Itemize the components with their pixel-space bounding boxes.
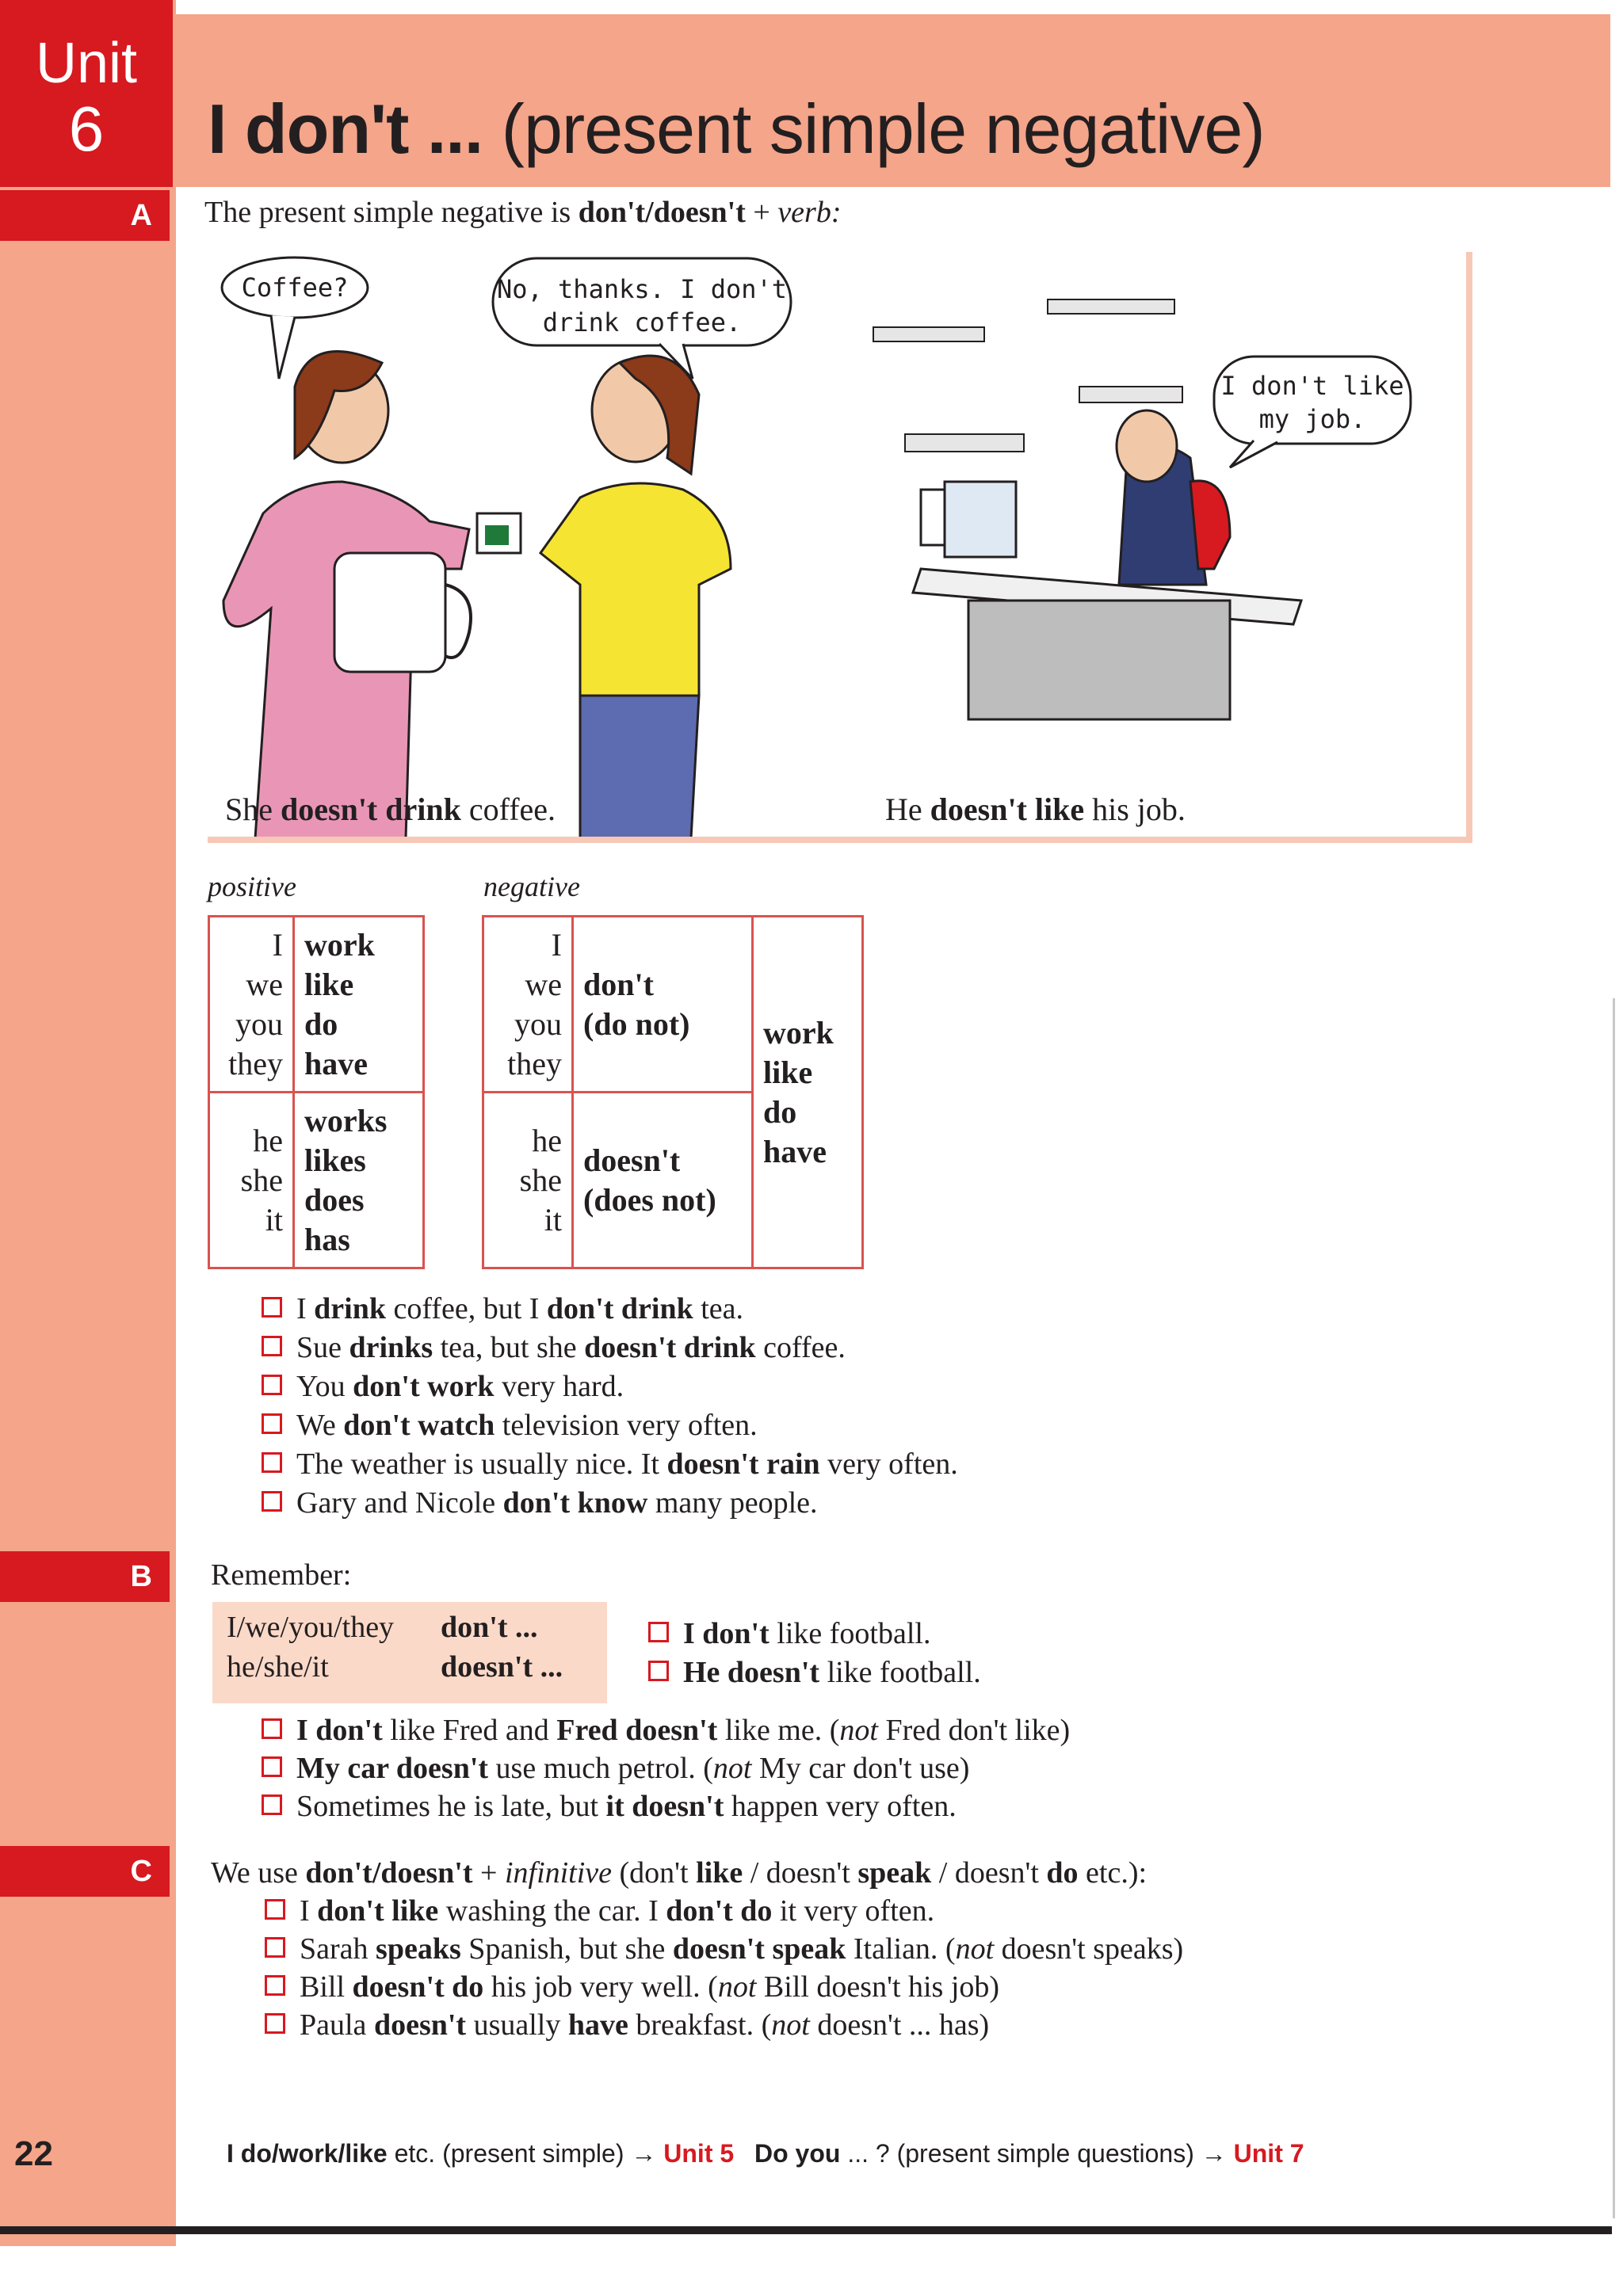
checkbox-icon [262, 1718, 282, 1739]
footer-bold: I do/work/like [227, 2139, 388, 2168]
ex-bold: doesn't [373, 2008, 467, 2042]
positive-pronouns-1 [209, 917, 294, 1093]
negative-verbs [753, 917, 863, 1268]
aux: (does not) [583, 1181, 716, 1218]
ex-bold: I don't [296, 1714, 383, 1747]
left-sidebar-band [0, 0, 176, 2246]
checkbox-icon [648, 1622, 669, 1642]
ex-bold: speak [857, 1856, 932, 1890]
ex-text: Bill doesn't his job) [763, 1970, 1000, 2004]
woman-pink-illustration [223, 351, 471, 837]
ex-text: like football. [827, 1656, 981, 1689]
section-a-intro [204, 195, 842, 230]
bubble-coffee-text: Coffee? [241, 273, 349, 303]
ex-bold: don't/doesn't [305, 1856, 473, 1890]
ex-bold: I don't [683, 1617, 769, 1650]
positive-label: positive [208, 871, 296, 902]
remember-example-2 [648, 1655, 981, 1690]
negative-aux-1 [573, 917, 753, 1093]
ex-text: Spanish, but she [468, 1932, 666, 1966]
ex-bold: don't know [502, 1486, 648, 1520]
ex-italic: not [717, 1970, 757, 2004]
footer-rule [0, 2226, 1612, 2234]
caption-left [225, 791, 556, 828]
example-a-2 [262, 1330, 846, 1365]
caption-left-post: coffee. [468, 791, 556, 827]
ex-bold: don't do [666, 1894, 773, 1928]
ex-italic: not [771, 2008, 810, 2042]
verb: do [304, 1005, 338, 1042]
verb: like [304, 966, 354, 1002]
ex-text: happen very often. [731, 1790, 957, 1823]
footer-unit-ref: Unit 5 [663, 2139, 735, 2168]
pronoun: it [265, 1201, 283, 1238]
pronoun: you [235, 1005, 283, 1042]
bubble-no-line1: No, thanks. I don't [496, 274, 788, 304]
arrow-right-icon: → [1201, 2139, 1227, 2168]
pronoun: I [551, 926, 562, 963]
aux: doesn't [583, 1142, 681, 1178]
footer-text: etc. (present simple) [394, 2139, 624, 2168]
page-number: 22 [14, 2134, 53, 2173]
unit-number: 6 [68, 93, 105, 164]
example-c-1 [265, 1894, 934, 1928]
footer-text: ... ? (present simple questions) [847, 2139, 1194, 2168]
example-b-2 [262, 1751, 969, 1786]
checkbox-icon [262, 1794, 282, 1815]
checkbox-icon [265, 1975, 285, 1996]
ex-bold: doesn't drink [584, 1331, 756, 1364]
ex-bold: Fred doesn't [556, 1714, 718, 1747]
illustration-svg [208, 252, 1466, 837]
ex-text: Sue [296, 1331, 342, 1364]
footer-bold: Do you [754, 2139, 841, 2168]
pronoun: we [246, 966, 283, 1002]
remember-example-1 [648, 1616, 930, 1651]
ex-text: many people. [655, 1486, 818, 1520]
checkbox-icon [262, 1452, 282, 1473]
section-c-intro [211, 1855, 1147, 1890]
caption-left-bold: doesn't drink [281, 791, 461, 827]
title-bold: I don't ... [208, 90, 483, 168]
woman-yellow-illustration [540, 356, 731, 837]
verb: works [304, 1102, 388, 1138]
negative-table [482, 915, 864, 1269]
ex-text: You [296, 1370, 346, 1403]
remember-row-1-subj: I/we/you/they [227, 1611, 395, 1644]
unit-badge [0, 0, 173, 187]
remember-row-1-verb: don't ... [441, 1611, 538, 1644]
remember-label: Remember: [211, 1558, 352, 1592]
unit-word: Unit [35, 32, 138, 95]
ex-bold: speaks [376, 1932, 461, 1966]
intro-italic: verb: [777, 196, 842, 229]
checkbox-icon [265, 1899, 285, 1920]
section-tab-a: A [0, 190, 170, 241]
title-rest: (present simple negative) [501, 90, 1265, 168]
ex-text: doesn't ... has) [817, 2008, 990, 2042]
ex-bold: My car doesn't [296, 1752, 489, 1785]
example-a-6 [262, 1486, 818, 1520]
ex-text: / doesn't [750, 1856, 850, 1890]
caption-right-post: his job. [1092, 791, 1186, 827]
ex-text: Italian. ( [853, 1932, 956, 1966]
ex-text: like me. ( [724, 1714, 840, 1747]
ex-text: washing the car. I [445, 1894, 659, 1928]
ex-bold: don't drink [546, 1292, 693, 1325]
ex-text: coffee. [763, 1331, 846, 1364]
pronoun: you [514, 1005, 562, 1042]
verb: work [304, 926, 375, 963]
page-edge-rule [1613, 998, 1615, 2218]
coffee-cup [477, 513, 521, 553]
ex-bold: doesn't do [352, 1970, 484, 2004]
intro-bold: don't/doesn't [578, 196, 746, 229]
ex-text: Paula [300, 2008, 367, 2042]
ex-text: tea, but she [440, 1331, 577, 1364]
ex-text: doesn't speaks) [1001, 1932, 1184, 1966]
checkbox-icon [648, 1661, 669, 1681]
caption-right-pre: He [885, 791, 922, 827]
aux: don't [583, 966, 654, 1002]
ex-text: like Fred and [390, 1714, 549, 1747]
ex-text: (don't [619, 1856, 689, 1890]
verb: likes [304, 1142, 366, 1178]
ex-text: We [296, 1409, 336, 1442]
positive-verbs-1 [294, 917, 424, 1093]
page-title [208, 89, 1265, 170]
ex-text: My car don't use) [758, 1752, 970, 1785]
ex-text: coffee, but I [393, 1292, 540, 1325]
ex-text: Bill [300, 1970, 346, 2004]
example-a-3 [262, 1369, 624, 1404]
ex-italic: not [839, 1714, 878, 1747]
verb: have [763, 1133, 827, 1169]
checkbox-icon [262, 1297, 282, 1318]
ex-text: Sarah [300, 1932, 369, 1966]
intro-plus: + [753, 196, 770, 229]
ex-italic: infinitive [504, 1856, 613, 1890]
pronoun: they [507, 1045, 562, 1081]
positive-pronouns-2 [209, 1093, 294, 1268]
example-a-4 [262, 1408, 758, 1443]
ex-text: television very often. [502, 1409, 758, 1442]
example-a-5 [262, 1447, 958, 1482]
ex-text: / doesn't [938, 1856, 1039, 1890]
aux: (do not) [583, 1005, 690, 1042]
caption-left-pre: She [225, 791, 273, 827]
bubble-job-line2: my job. [1258, 404, 1366, 434]
positive-verbs-2 [294, 1093, 424, 1268]
ex-text: breakfast. ( [636, 2008, 772, 2042]
ex-bold: doesn't speak [672, 1932, 846, 1966]
caption-right-bold: doesn't like [930, 791, 1085, 827]
ex-text: Sometimes he is late, but [296, 1790, 599, 1823]
checkbox-icon [262, 1756, 282, 1777]
example-c-3 [265, 1970, 999, 2004]
ex-bold: don't watch [343, 1409, 495, 1442]
negative-label: negative [483, 871, 580, 902]
ex-text: like football. [777, 1617, 931, 1650]
ex-bold: don't work [353, 1370, 495, 1403]
ex-text: We use [211, 1856, 298, 1890]
section-tab-b: B [0, 1551, 170, 1602]
bubble-no-line2: drink coffee. [542, 307, 742, 338]
example-b-3 [262, 1789, 957, 1824]
ex-text: very often. [827, 1447, 958, 1481]
caption-right [885, 791, 1186, 828]
ex-bold: doesn't rain [666, 1447, 820, 1481]
ex-text: I [296, 1292, 307, 1325]
ex-text: Fred don't like) [885, 1714, 1071, 1747]
checkbox-icon [265, 1937, 285, 1958]
positive-table [208, 915, 425, 1269]
pronoun: I [272, 926, 283, 963]
ex-text: very hard. [502, 1370, 624, 1403]
pronoun: he [253, 1122, 283, 1158]
pronoun: she [519, 1161, 562, 1198]
ex-text: usually [473, 2008, 561, 2042]
ex-bold: drinks [349, 1331, 433, 1364]
ex-text: it very often. [779, 1894, 935, 1928]
footer-link-unit-5[interactable] [227, 2139, 734, 2168]
checkbox-icon [262, 1491, 282, 1512]
example-a-1 [262, 1291, 743, 1326]
footer-link-unit-7[interactable] [754, 2139, 1304, 2168]
ex-bold: drink [314, 1292, 386, 1325]
ex-text: use much petrol. ( [495, 1752, 713, 1785]
verb: has [304, 1221, 350, 1257]
ex-text: his job very well. ( [491, 1970, 718, 2004]
example-c-2 [265, 1932, 1183, 1966]
remember-box [212, 1602, 607, 1703]
ex-text: + [480, 1856, 498, 1890]
arrow-right-icon: → [631, 2139, 657, 2168]
ex-text: The weather is usually nice. It [296, 1447, 659, 1481]
ex-text: etc.): [1086, 1856, 1148, 1890]
ex-bold: He doesn't [683, 1656, 820, 1689]
remember-row-2-verb: doesn't ... [441, 1650, 563, 1684]
footer-unit-ref: Unit 7 [1233, 2139, 1304, 2168]
ex-bold: like [696, 1856, 743, 1890]
remember-row-2-subj: he/she/it [227, 1650, 329, 1684]
checkbox-icon [262, 1375, 282, 1395]
pronoun: she [240, 1161, 283, 1198]
ex-italic: not [712, 1752, 752, 1785]
pronoun: we [525, 966, 562, 1002]
pronoun: he [532, 1122, 562, 1158]
verb: does [304, 1181, 365, 1218]
negative-pronouns-1 [483, 917, 573, 1093]
ex-bold: have [567, 2008, 628, 2042]
negative-aux-2 [573, 1093, 753, 1268]
checkbox-icon [265, 2013, 285, 2034]
checkbox-icon [262, 1413, 282, 1434]
illustration-panel [208, 252, 1472, 843]
ex-bold: it doesn't [605, 1790, 724, 1823]
ex-italic: not [955, 1932, 995, 1966]
speech-bubble-job [1214, 357, 1411, 467]
section-tab-c: C [0, 1846, 170, 1897]
ex-bold: do [1046, 1856, 1079, 1890]
verb: have [304, 1045, 368, 1081]
negative-pronouns-2 [483, 1093, 573, 1268]
pronoun: it [544, 1201, 562, 1238]
pronoun: they [228, 1045, 283, 1081]
verb: work [763, 1014, 834, 1051]
ex-bold: don't like [317, 1894, 439, 1928]
intro-prefix: The present simple negative is [204, 196, 571, 229]
example-c-4 [265, 2008, 989, 2042]
ex-text: Gary and Nicole [296, 1486, 496, 1520]
checkbox-icon [262, 1336, 282, 1356]
ex-text: I [300, 1894, 310, 1928]
example-b-1 [262, 1713, 1070, 1748]
ex-text: tea. [701, 1292, 744, 1325]
verb: do [763, 1093, 797, 1130]
verb: like [763, 1054, 813, 1090]
bubble-job-line1: I don't like [1220, 371, 1404, 401]
